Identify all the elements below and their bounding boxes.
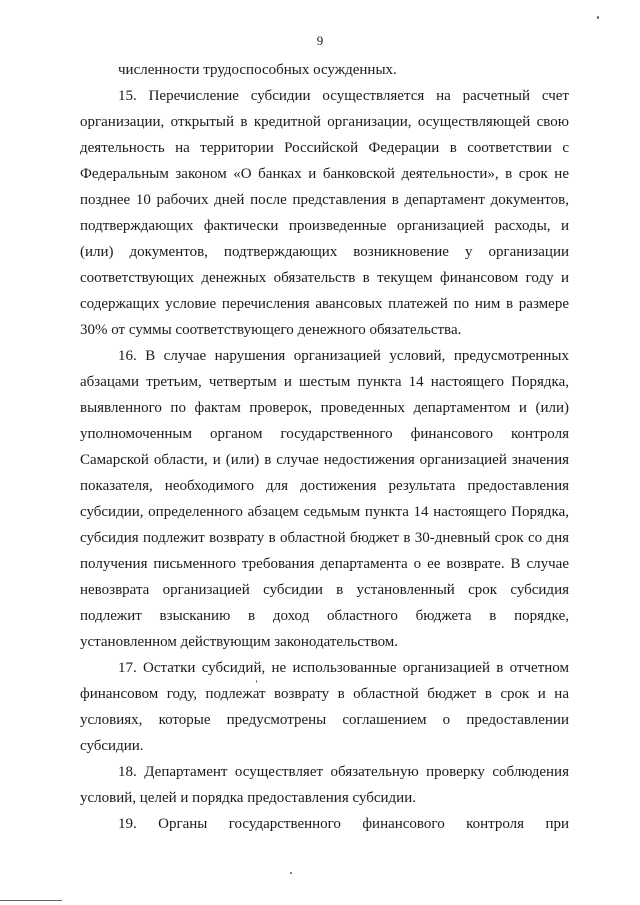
scan-speck [290,872,292,874]
paragraph-intro: численности трудоспособных осужденных. [118,62,397,78]
paragraph-18: 18. Департамент осуществляет обязательную проверку соблюдения условий, целей и порядка предоставления субсидии. [80,764,569,806]
paragraph-16: 16. В случае нарушения организацией условий, предусмотренных абзацами третьим, четвертым и шестым пункта 14 настоящего Порядка, выявленного по фактам проверок, проведенных департаментом и (или) уполномоченным органом государственного финансового контроля Самарской области, и (или) в случае недостижения организацией значения показателя, необходимого для достижения результата предоставления субсидии, определенного абзацем седьмым пункта 14 настоящего Порядка, субсидия подлежит возврату в областной бюджет в 30-дневный срок со дня получения письменного требования департамента о ее возврате. В случае невозврата организацией субсидии в установленный срок субсидия подлежит взысканию в доход областного бюджета в порядке, установленном действующим законодательством. [80,348,569,650]
paragraph-19: 19. Органы государственного финансового контроля при [118,816,569,832]
paragraph-17: 17. Остатки субсидий, не использованные организацией в отчетном финансовом году, подлежат возврату в областной бюджет в срок и на условиях, которые предусмотрены соглашением о предоставлении субсидии. [80,660,569,754]
paragraph-15: 15. Перечисление субсидии осуществляется на расчетный счет организации, открытый в кредитной организации, осуществляющей свою деятельность на территории Российской Федерации в соответствии с Федеральным законом «О банках и банковской деятельности», в срок не позднее 10 рабочих дней после представления в департамент документов, подтверждающих фактически произведенные организацией расходы, и (или) документов, подтверждающих возникновение у организации соответствующих денежных обязательств в текущем финансовом году и содержащих условие перечисления авансовых платежей по ним в размере 30% от суммы соответствующего денежного обязательства. [80,88,569,338]
document-body [80,57,569,837]
scan-speck [256,680,257,683]
scan-edge-mark [0,900,62,901]
page-number: 9 [316,33,324,48]
scan-speck [597,16,599,19]
